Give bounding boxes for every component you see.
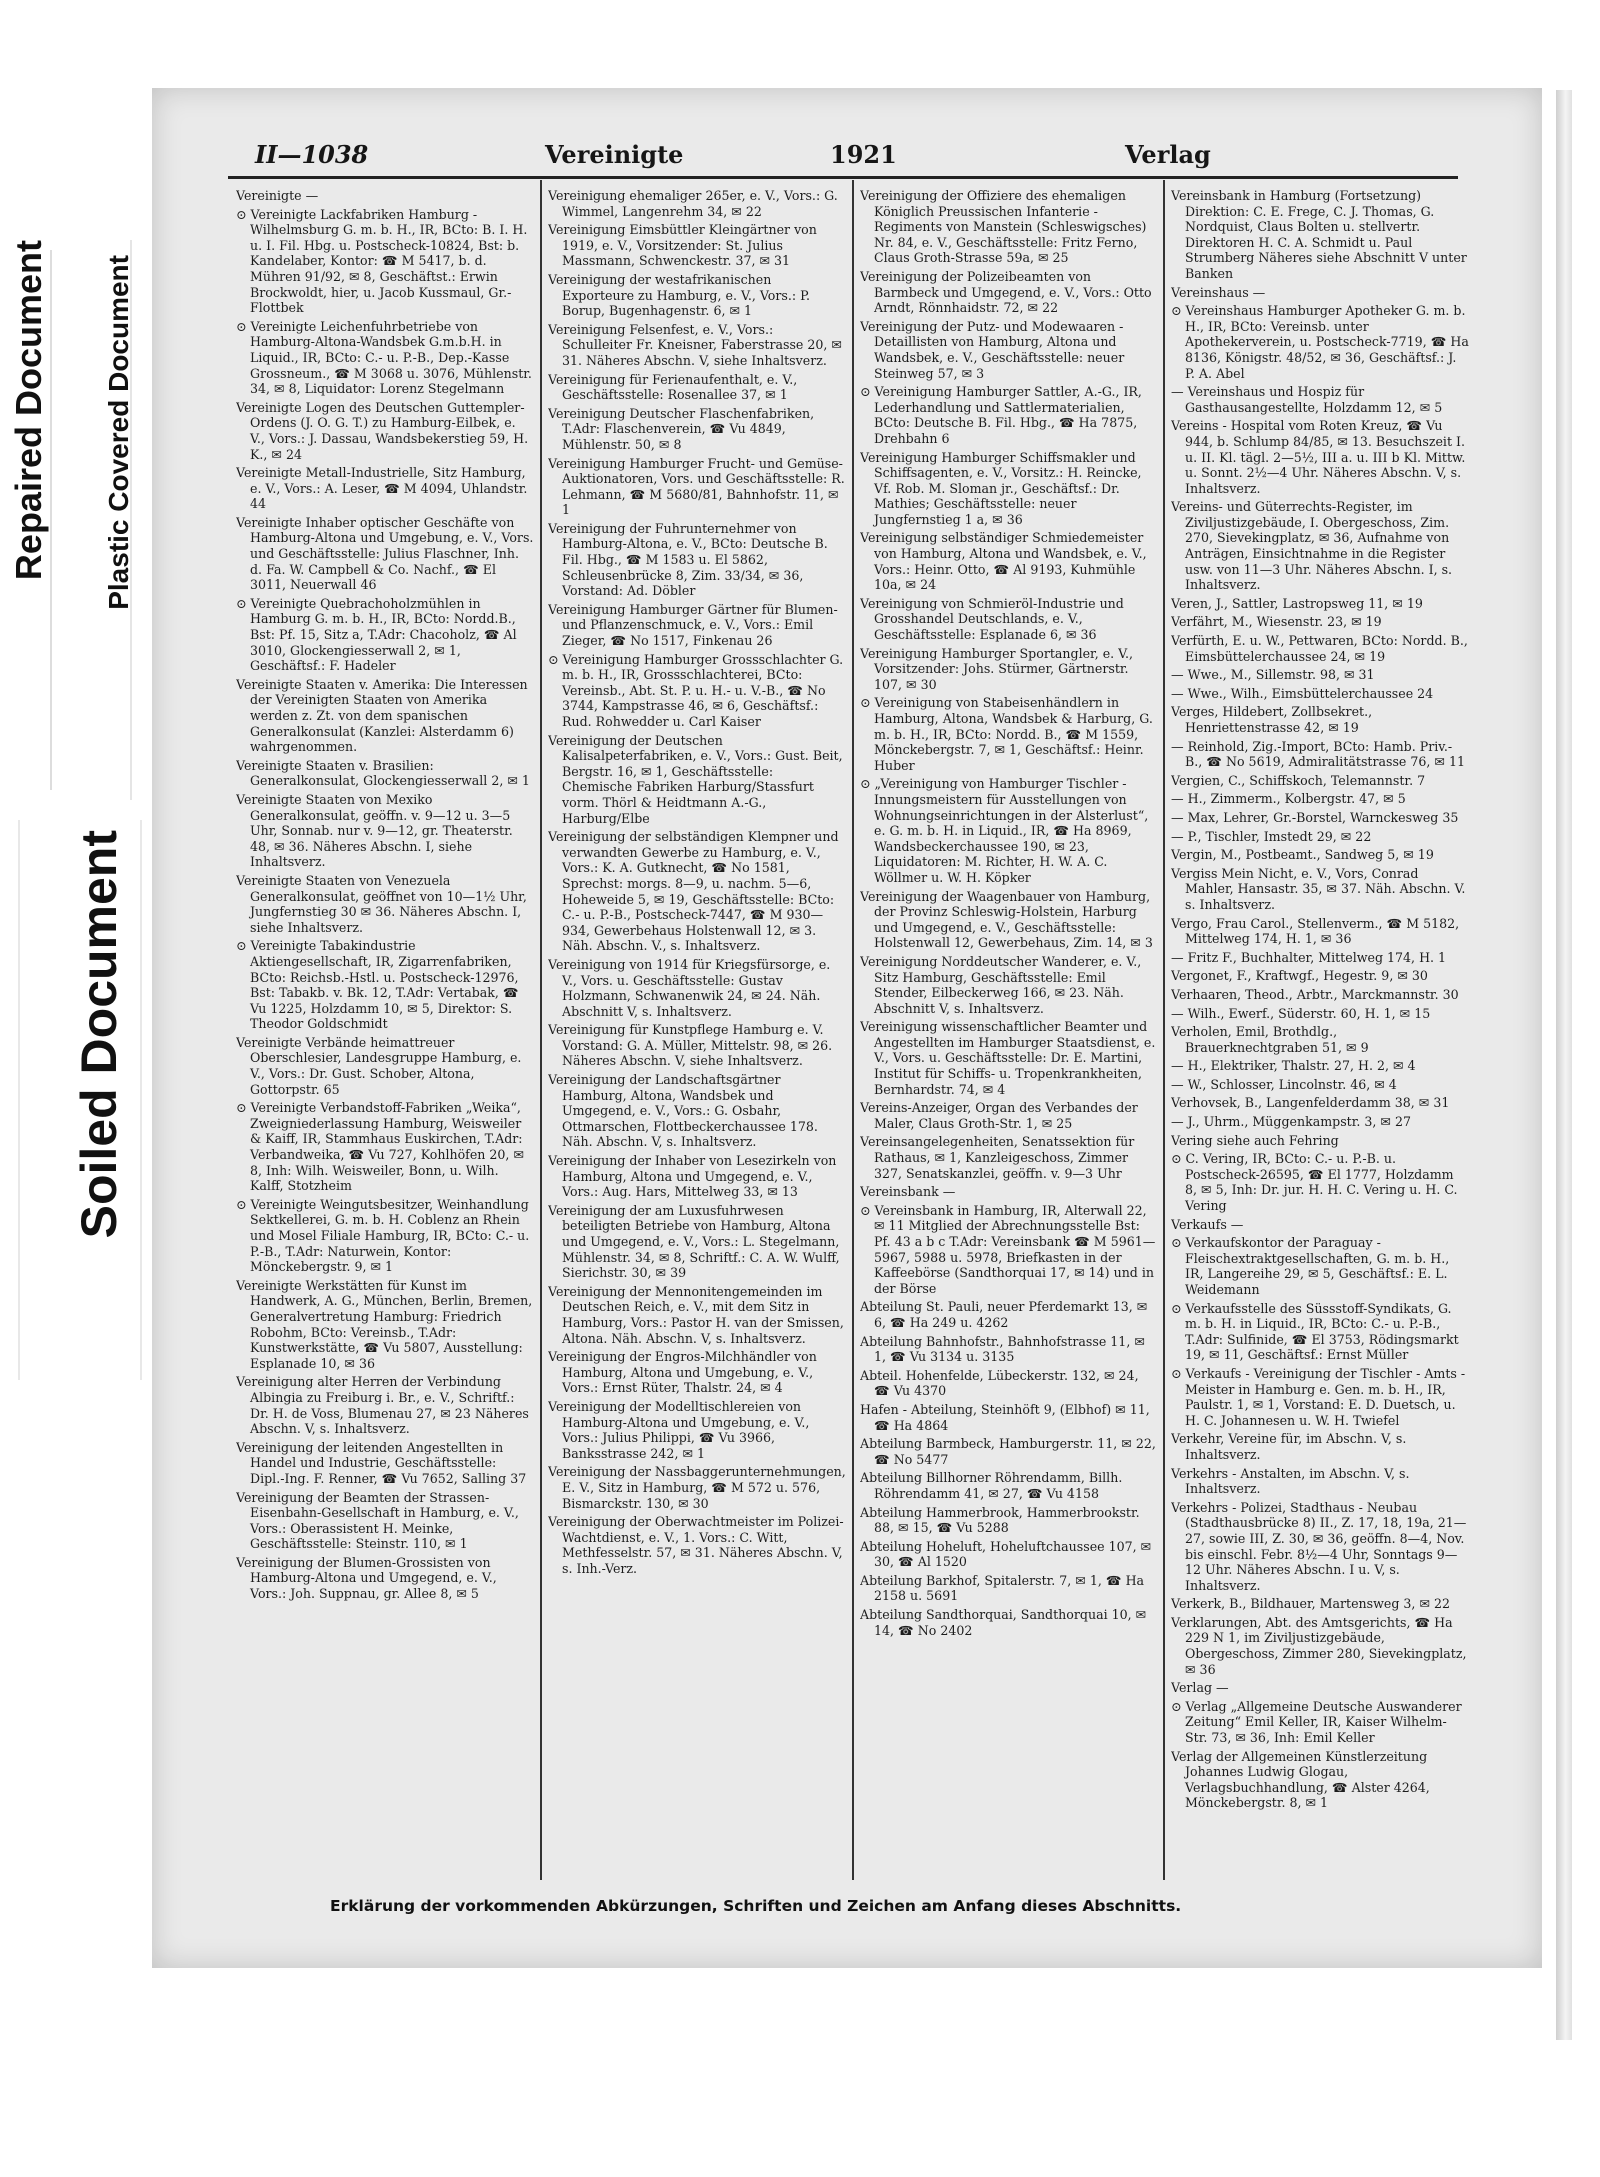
column-divider <box>852 180 854 1880</box>
directory-entry: Vereinigung von Schmieröl-Industrie und Grosshandel Deutschlands, e. V., Geschäftsstelle: Esplanade 6, ✉ 36 <box>860 595 1124 643</box>
directory-entry: ⊙ Verkaufskontor der Paraguay - Fleischextraktgesellschaften, G. m. b. H., IR, Langereihe 29, ✉ 5, Geschäftsf.: E. L. Weidemann <box>1171 1235 1450 1297</box>
directory-entry: Vereinigte Staaten v. Amerika: Die Interessen der Vereinigten Staaten von Amerika werden z. Zt. von dem spanischen Generalkonsulat (Kanzlei: Alsterdamm 6) wahrgenommen. <box>236 676 528 755</box>
directory-entry: ⊙ Vereinshaus Hamburger Apotheker G. m. b. H., IR, BCto: Vereinsb. unter Apothekerverein, u. Postscheck-7719, ☎ Ha 8136, Königstr. 48/52, ✉ 36, Geschäftsf.: J. P. A. Abel <box>1171 303 1469 381</box>
directory-entry: Vereinigte Werkstätten für Kunst im Handwerk, A. G., München, Berlin, Bremen, Generalvertretung Hamburg: Friedrich Robohm, BCto: Vereinsb., T.Adr: Kunstwerkstätte, ☎ Vu 5807, Ausstellung: Esplanade 10, ✉ 36 <box>236 1277 533 1371</box>
directory-entry: Vereinigung selbständiger Schmiedemeister von Hamburg, Altona und Wandsbek, e. V., Vors.: Heinr. Otto, ☎ Al 9193, Kuhmühle 10a, ✉ 24 <box>860 530 1147 593</box>
directory-entry: Vergien, C., Schiffskoch, Telemannstr. 7 <box>1171 772 1426 788</box>
column-divider <box>1163 180 1165 1880</box>
directory-entry: Verkehrs - Anstalten, im Abschn. V, s. Inhaltsverz. <box>1171 1465 1410 1497</box>
column-divider <box>540 180 542 1880</box>
directory-entry: ⊙ Vereinigte Lackfabriken Hamburg - Wilhelmsburg G. m. b. H., IR, BCto: B. I. H. u. I. Fil. Hbg. u. Postscheck-10824, Bst: b. Kandelaber, Kontor: ☎ M 5417, b. d. Mühren 91/92, ✉ 8, Geschäftst.: Erwin Brockwoldt, hier, u. Jacob Kussmaul, Gr.-Flottbek <box>236 206 528 316</box>
directory-entry: ⊙ Vereinigte Verbandstoff-Fabriken „Weika“, Zweigniederlassung Hamburg, Weisweiler & Kaiff, IR, Stammhaus Euskirchen, T.Adr: Verbandweika, ☎ Vu 727, Kohlhöfen 20, ✉ 8, Inh: Wilh. Weisweiler, Bonn, u. Wilh. Kalff, Stotzheim <box>236 1100 524 1194</box>
directory-entry: Vereinigung alter Herren der Verbindung Albingia zu Freiburg i. Br., e. V., Schriftf.: Dr. H. de Voss, Blumenau 27, ✉ 23 Näheres Abschn. V, s. Inhaltsverz. <box>236 1374 529 1437</box>
directory-entry: Vereins- und Güterrechts-Register, im Ziviljustizgebäude, I. Obergeschoss, Zim. 270, Sievekingplatz, ✉ 36, Aufnahme von Anträgen, Einsichtnahme in die Register usw. von 11—3 Uhr. Näheres Abschn. I, s. Inhaltsverz. <box>1171 499 1453 593</box>
directory-entry: — Reinhold, Zig.-Import, BCto: Hamb. Priv.-B., ☎ No 5619, Admiralitätstrasse 76, ✉ 11 <box>1171 738 1466 770</box>
directory-entry: Verhaaren, Theod., Arbtr., Marckmannstr. 30 <box>1171 986 1459 1002</box>
directory-entry: ⊙ Vereinigte Tabakindustrie Aktiengesellschaft, IR, Zigarrenfabriken, BCto: Reichsb.-Hstl. u. Postscheck-12976, Bst: Tabakb. v. Bk. 12, T.Adr: Vertabak, ☎ Vu 1225, Holzdamm 10, ✉ 5, Direktor: S. Theodor Goldschmidt <box>236 938 519 1032</box>
directory-entry: Verkaufs — <box>1171 1216 1244 1232</box>
directory-entry: — Wilh., Ewerf., Süderstr. 60, H. 1, ✉ 15 <box>1171 1005 1431 1021</box>
directory-entry: Vereinsbank — <box>860 1184 956 1200</box>
page-header <box>255 140 1475 174</box>
column-2 <box>548 188 846 1878</box>
directory-entry: Verlag — <box>1171 1680 1229 1696</box>
directory-entry: Vereinigung der Mennonitengemeinden im Deutschen Reich, e. V., mit dem Sitz in Hamburg, Vors.: Pastor H. van der Smissen, Altona. Näh. Abschn. V, s. Inhaltsverz. <box>548 1283 844 1346</box>
directory-entry: Vereinigung der Engros-Milchhändler von Hamburg, Altona und Umgebung, e. V., Vors.: Ernst Rüter, Thalstr. 24, ✉ 4 <box>548 1349 817 1396</box>
directory-entry: Vereinigte Staaten von Mexiko Generalkonsulat, geöffn. v. 9—12 u. 3—5 Uhr, Sonnab. nur v. 9—12, gr. Theaterstr. 48, ✉ 36. Näheres Abschn. I, siehe Inhaltsverz. <box>236 791 513 870</box>
directory-entry: Abteilung Barmbeck, Hamburgerstr. 11, ✉ 22, ☎ No 5477 <box>860 1436 1156 1467</box>
directory-entry: Verfürth, E. u. W., Pettwaren, BCto: Nordd. B., Eimsbüttelerchaussee 24, ✉ 19 <box>1171 633 1468 664</box>
directory-entry: Vereinigung der am Luxusfuhrwesen beteiligten Betriebe von Hamburg, Altona und Umgegend, e. V., Vors.: L. Stegelmann, Mühlenstr. 34, ✉ 8, Schriftf.: C. A. W. Wulff, Sierichstr. 30, ✉ 39 <box>548 1202 840 1281</box>
directory-entry: ⊙ Vereinigte Weingutsbesitzer, Weinhandlung Sektkellerei, G. m. b. H. Coblenz an Rhein und Mosel Filiale Hamburg, IR, BCto: C.- u. P.-B., T.Adr: Naturwein, Kontor: Mönckebergstr. 9, ✉ 1 <box>236 1196 530 1275</box>
page-footer: Erklärung der vorkommenden Abkürzungen, Schriften und Zeichen am Anfang dieses Abschnitts. <box>330 1897 1182 1915</box>
directory-entry: Veren, J., Sattler, Lastropsweg 11, ✉ 19 <box>1171 595 1423 611</box>
directory-entry: Vereinigte Inhaber optischer Geschäfte von Hamburg-Altona und Umgebung, e. V., Vors. und Geschäftsstelle: Julius Flaschner, Inh. d. Fa. W. Campbell & Co. Nachf., ☎ El 3011, Neuerwall 46 <box>236 514 534 593</box>
column-4 <box>1171 188 1469 1878</box>
directory-entry: Abteilung Barkhof, Spitalerstr. 7, ✉ 1, ☎ Ha 2158 u. 5691 <box>860 1572 1145 1604</box>
directory-entry: Vereinigung Hamburger Schiffsmakler und Schiffsagenten, e. V., Vorsitz.: H. Reincke, Vf. Rob. M. Sloman jr., Geschäftsf.: Dr. Mathies; Geschäftsstelle: neuer Jungfernstieg 1 a, ✉ 36 <box>860 449 1142 527</box>
directory-entry: — H., Zimmerm., Kolbergstr. 47, ✉ 5 <box>1171 791 1406 807</box>
directory-entry: Abteilung Bahnhofstr., Bahnhofstrasse 11, ✉ 1, ☎ Vu 3134 u. 3135 <box>860 1333 1145 1365</box>
directory-entry: ⊙ C. Vering, IR, BCto: C.- u. P.-B. u. Postscheck-26595, ☎ El 1777, Holzdamm 8, ✉ 5, Inh: Dr. jur. H. H. C. Vering u. H. C. Vering <box>1171 1151 1458 1214</box>
directory-entry: — Fritz F., Buchhalter, Mittelweg 174, H. 1 <box>1171 949 1447 965</box>
directory-entry: ⊙ Verlag „Allgemeine Deutsche Auswanderer Zeitung“ Emil Keller, IR, Kaiser Wilhelm-Str. 73, ✉ 36, Inh: Emil Keller <box>1171 1698 1462 1746</box>
directory-entry: ⊙ Vereinigung Hamburger Sattler, A.-G., IR, Lederhandlung und Sattlermaterialien, BCto: Deutsche B. Fil. Hbg., ☎ Ha 7875, Drehbahn 6 <box>860 384 1142 446</box>
directory-entry: Vergo, Frau Carol., Stellenverm., ☎ M 5182, Mittelweg 174, H. 1, ✉ 36 <box>1171 915 1460 947</box>
directory-entry: Vereinigte Staaten von Venezuela Generalkonsulat, geöffnet von 10—1½ Uhr, Jungfernstieg 30 ✉ 36. Näheres Abschn. I, siehe Inhaltsverz. <box>236 872 527 935</box>
directory-entry: ⊙ Vereinigte Quebrachoholzmühlen in Hamburg G. m. b. H., IR, BCto: Nordd.B., Bst: Pf. 15, Sitz a, T.Adr: Chacoholz, ☎ Al 3010, Glockengiesserwall 2, ✉ 1, Geschäftsf.: F. Hadeler <box>236 595 517 674</box>
directory-entry: Vereinigung der Inhaber von Lesezirkeln von Hamburg, Altona und Umgegend, e. V., Vors.: Aug. Hars, Mittelweg 33, ✉ 13 <box>548 1153 837 1200</box>
directory-entry: Vereinigung für Kunstpflege Hamburg e. V. Vorstand: G. A. Müller, Mittelstr. 98, ✉ 26. Näheres Abschn. V, siehe Inhaltsverz. <box>548 1022 833 1069</box>
directory-entry: Vereinigung der Polizeibeamten von Barmbeck und Umgegend, e. V., Vors.: Otto Arndt, Rönnhaidstr. 72, ✉ 22 <box>860 268 1152 316</box>
directory-entry: Vereinshaus — <box>1171 284 1266 300</box>
directory-entry: Vereinigte Staaten v. Brasilien: Generalkonsulat, Glockengiesserwall 2, ✉ 1 <box>236 757 530 789</box>
directory-entry: Vereins - Hospital vom Roten Kreuz, ☎ Vu 944, b. Schlump 84/85, ✉ 13. Besuchszeit I. u. II. Kl. tägl. 2—5½, III a. u. III b Kl. Mittw. u. Sonnt. 2½—4 Uhr. Näheres Abschn. V, s. Inhaltsverz. <box>1171 418 1466 496</box>
directory-entry: — H., Elektriker, Thalstr. 27, H. 2, ✉ 4 <box>1171 1058 1416 1074</box>
directory-entry: Verkehr, Vereine für, im Abschn. V, s. Inhaltsverz. <box>1171 1431 1407 1462</box>
directory-entry: — Wwe., M., Sillemstr. 98, ✉ 31 <box>1171 667 1375 683</box>
directory-entry: Vereinsangelegenheiten, Senatssektion für Rathaus, ✉ 1, Kanzleigeschoss, Zimmer 327, Senatskanzlei, geöffn. v. 9—3 Uhr <box>860 1134 1135 1181</box>
directory-entry: Vereinigung der westafrikanischen Exporteure zu Hamburg, e. V., Vors.: P. Borup, Bugenhagenstr. 6, ✉ 1 <box>548 271 811 319</box>
directory-entry: Vereinigte Logen des Deutschen Guttempler-Ordens (J. O. G. T.) zu Hamburg-Eilbek, e. V., Vors.: J. Dassau, Wandsbekerstieg 59, H. K., ✉ 24 <box>236 399 529 462</box>
directory-entry: — Vereinshaus und Hospiz für Gasthausangestellte, Holzdamm 12, ✉ 5 <box>1171 384 1443 415</box>
directory-entry: Vereinigung Hamburger Gärtner für Blumen- und Pflanzenschmuck, e. V., Vors.: Emil Zieger, ☎ No 1517, Finkenau 26 <box>548 601 838 649</box>
directory-entry: Vereinigte Verbände heimattreuer Oberschlesier, Landesgruppe Hamburg, e. V., Vors.: Dr. Gust. Schober, Altona, Gottorpstr. 65 <box>236 1034 522 1097</box>
directory-entry: Abteilung St. Pauli, neuer Pferdemarkt 13, ✉ 6, ☎ Ha 249 u. 4262 <box>860 1299 1148 1330</box>
header-word-left: Vereinigte <box>545 140 684 169</box>
directory-entry: Hafen - Abteilung, Steinhöft 9, (Elbhof) ✉ 11, ☎ Ha 4864 <box>860 1401 1150 1433</box>
directory-entry: Verkehrs - Polizei, Stadthaus - Neubau (Stadthausbrücke 8) II., Z. 17, 18, 19a, 21—27, sowie III, Z. 30, ✉ 36, geöffn. 8—4, Nov. bis einschl. Febr. 8½—4 Uhr, Sonntags 9—12 Uhr. Näheres Abschn. I u. V, s. Inhaltsverz. <box>1171 1499 1467 1593</box>
directory-entry: Vergonet, F., Kraftwgf., Hegestr. 9, ✉ 30 <box>1171 968 1428 984</box>
directory-entry: Vereinsbank in Hamburg (Fortsetzung) Direktion: C. E. Frege, C. J. Thomas, G. Nordquist, Claus Bolten u. stellvertr. Direktoren H. C. A. Schmidt u. Paul Strumberg Näheres siehe Abschnitt V unter Banken <box>1171 188 1467 281</box>
directory-entry: Vereinigung der leitenden Angestellten in Handel und Industrie, Geschäftsstelle: Dipl.-Ing. F. Renner, ☎ Vu 7652, Salling 37 <box>236 1439 527 1486</box>
directory-entry: Vereinigung von 1914 für Kriegsfürsorge, e. V., Vors. u. Geschäftsstelle: Gustav Holzmann, Schwanenwik 24, ✉ 24. Näh. Abschnitt V, s. Inhaltsverz. <box>548 956 831 1019</box>
directory-entry: Vereinigung der Beamten der Strassen-Eisenbahn-Gesellschaft in Hamburg, e. V., Vors.: Oberassistent H. Meinke, Geschäftsstelle: Steinstr. 110, ✉ 1 <box>236 1489 519 1552</box>
directory-entry: Vereinigung der Waagenbauer von Hamburg, der Provinz Schleswig-Holstein, Harburg und Umgegend, e. V., Geschäftsstelle: Holstenwall 12, Gewerbehaus, Zim. 14, ✉ 3 <box>860 888 1153 951</box>
directory-entry: Vereinigung ehemaliger 265er, e. V., Vors.: G. Wimmel, Langenrehm 34, ✉ 22 <box>548 188 838 219</box>
directory-entry: Vereinigung der Modelltischlereien von Hamburg-Altona und Umgebung, e. V., Vors.: Julius Philippi, ☎ Vu 3966, Banksstrasse 242, ✉ 1 <box>548 1398 810 1461</box>
directory-entry: Abteilung Billhorner Röhrendamm, Billh. Röhrendamm 41, ✉ 27, ☎ Vu 4158 <box>860 1470 1123 1501</box>
directory-entry: — Wwe., Wilh., Eimsbüttelerchaussee 24 <box>1171 685 1434 701</box>
directory-entry: Vergin, M., Postbeamt., Sandweg 5, ✉ 19 <box>1171 847 1434 863</box>
column-3 <box>860 188 1158 1878</box>
directory-entry: Vereinigung Deutscher Flaschenfabriken, T.Adr: Flaschenverein, ☎ Vu 4849, Mühlenstr. 50, ✉ 8 <box>548 405 815 452</box>
directory-entry: Vereins-Anzeiger, Organ des Verbandes der Maler, Claus Groth-Str. 1, ✉ 25 <box>860 1100 1138 1131</box>
directory-entry: Vereinigung der Putz- und Modewaaren - Detaillisten von Hamburg, Altona und Wandsbek, e. V., Geschäftsstelle: neuer Steinweg 57, ✉ 3 <box>860 318 1125 381</box>
directory-entry: Verges, Hildebert, Zollbsekret., Henriettenstrasse 42, ✉ 19 <box>1171 704 1373 735</box>
directory-entry: — Max, Lehrer, Gr.-Borstel, Warnckesweg 35 <box>1171 809 1459 825</box>
directory-entry: Vereinigung der Oberwachtmeister im Polizei-Wachtdienst, e. V., 1. Vors.: C. Witt, Methfesselstr. 57, ✉ 31. Näheres Abschn. V, s. Inh.-Verz. <box>548 1514 844 1576</box>
page-edge <box>1556 90 1572 2040</box>
header-year: 1921 <box>830 140 897 169</box>
directory-entry: — W., Schlosser, Lincolnstr. 46, ✉ 4 <box>1171 1076 1397 1092</box>
directory-entry: Vereinigung wissenschaftlicher Beamter und Angestellten im Hamburger Staatsdienst, e. V., Vors. u. Geschäftsstelle: Dr. E. Martini, Institut für Schiffs- u. Tropenkrankheiten, Bernhardstr. 74, ✉ 4 <box>860 1019 1156 1097</box>
directory-entry: ⊙ Verkaufs - Vereinigung der Tischler - Amts - Meister in Hamburg e. Gen. m. b. H., IR, Paulstr. 1, ✉ 1, Vorstand: E. D. Duetsch, u. H. C. Johannesen u. W. H. Twiefel <box>1171 1365 1466 1428</box>
repaired-document-label: Repaired Document <box>8 240 49 581</box>
directory-entry: Vereinigung der selbständigen Klempner und verwandten Gewerbe zu Hamburg, e. V., Vors.: K. A. Gutknecht, ☎ No 1581, Sprechst: morgs. 8—9, u. nachm. 5—6, Hoheweide 5, ✉ 19, Geschäftsstelle: BCto: C.- u. P.-B., Postscheck-7447, ☎ M 930—934, Gewerbehaus Holstenwall 12, ✉ 3. Näh. Abschn. V., s. Inhaltsverz. <box>548 829 839 954</box>
directory-entry: Vereinigte — <box>236 188 319 203</box>
directory-entry: Vereinigte Metall-Industrielle, Sitz Hamburg, e. V., Vors.: A. Leser, ☎ M 4094, Uhlandstr. 44 <box>236 465 528 512</box>
directory-entry: Vereinigung der Fuhrunternehmer von Hamburg-Altona, e. V., BCto: Deutsche B. Fil. Hbg., ☎ M 1583 u. El 5862, Schleusenbrücke 8, Zim. 33/34, ✉ 36, Vorstand: Ad. Döbler <box>548 520 828 599</box>
directory-entry: Vereinigung Norddeutscher Wanderer, e. V., Sitz Hamburg, Geschäftsstelle: Emil Stender, Eilbeckerweg 166, ✉ 23. Näh. Abschnitt V, s. Inhaltsverz. <box>860 953 1142 1016</box>
directory-entry: Vergiss Mein Nicht, e. V., Vors, Conrad Mahler, Hansastr. 35, ✉ 37. Näh. Abschn. V. s. Inhaltsverz. <box>1171 865 1466 912</box>
plastic-covered-document-label: Plastic Covered Document <box>103 255 134 610</box>
directory-entry: Vereinigung der Offiziere des ehemaligen Königlich Preussischen Infanterie - Regiments von Manstein (Schleswigsches) Nr. 84, e. V., Geschäftsstelle: Fritz Ferno, Claus Groth-Strasse 59a, ✉ 25 <box>860 188 1147 266</box>
directory-entry: Verklarungen, Abt. des Amtsgerichts, ☎ Ha 229 N 1, im Ziviljustizgebäude, Obergeschoss, Zimmer 280, Sievekingplatz, ✉ 36 <box>1171 1614 1467 1677</box>
directory-entry: ⊙ Vereinsbank in Hamburg, IR, Alterwall 22, ✉ 11 Mitglied der Abrechnungsstelle Bst: Pf. 43 a b c T.Adr: Vereinsbank ☎ M 5961—5967, 5988 u. 5978, Briefkasten in der Kaffeebörse (Sandthorquai 17, ✉ 14) und in der Börse <box>860 1202 1156 1296</box>
directory-entry: Vereinigung Eimsbüttler Kleingärtner von 1919, e. V., Vorsitzender: St. Julius Massmann, Schwenckestr. 37, ✉ 31 <box>548 222 817 269</box>
directory-entry: Vereinigung der Blumen-Grossisten von Hamburg-Altona und Umgegend, e. V., Vors.: Joh. Suppnau, gr. Allee 8, ✉ 5 <box>236 1554 497 1602</box>
directory-entry: Abteil. Hohenfelde, Lübeckerstr. 132, ✉ 24, ☎ Vu 4370 <box>860 1367 1139 1399</box>
header-rule <box>228 176 1458 179</box>
directory-entry: ⊙ Vereinigung Hamburger Grossschlachter G. m. b. H., IR, Grossschlachterei, BCto: Vereinsb., Abt. St. P. u. H.- u. V.-B., ☎ No 3744, Kampstrasse 46, ✉ 6, Geschäftsf.: Rud. Rohwedder u. Carl Kaiser <box>548 651 844 729</box>
directory-entry: Vereinigung der Deutschen Kalisalpeterfabriken, e. V., Vors.: Gust. Beit, Bergstr. 16, ✉ 1, Geschäftsstelle: Chemische Fabriken Harburg/Stassfurt vorm. Thörl & Heidtmann A.-G., Harburg/Elbe <box>548 732 843 826</box>
directory-entry: Verlag der Allgemeinen Künstlerzeitung Johannes Ludwig Glogau, Verlagsbuchhandlung, ☎ Alster 4264, Mönckebergstr. 8, ✉ 1 <box>1171 1748 1430 1811</box>
directory-entry: Abteilung Sandthorquai, Sandthorquai 10, ✉ 14, ☎ No 2402 <box>860 1607 1147 1638</box>
directory-entry: Abteilung Hammerbrook, Hammerbrookstr. 88, ✉ 15, ☎ Vu 5288 <box>860 1504 1140 1536</box>
soiled-document-label: Soiled Document <box>71 830 127 1239</box>
directory-entry: — J., Uhrm., Müggenkampstr. 3, ✉ 27 <box>1171 1114 1411 1130</box>
directory-entry: Verfährt, M., Wiesenstr. 23, ✉ 19 <box>1171 614 1382 630</box>
directory-entry: — P., Tischler, Imstedt 29, ✉ 22 <box>1171 828 1372 844</box>
directory-entry: Vereinigung Hamburger Frucht- und Gemüse-Auktionatoren, Vors. und Geschäftsstelle: R. Lehmann, ☎ M 5680/81, Bahnhofstr. 11, ✉ 1 <box>548 455 845 518</box>
directory-entry: ⊙ Vereinigung von Stabeisenhändlern in Hamburg, Altona, Wandsbek & Harburg, G. m. b. H., IR, BCto: Nordd. B., ☎ M 1559, Mönckebergstr. 7, ✉ 1, Geschäftsf.: Heinr. Huber <box>860 695 1153 773</box>
directory-entry: Vereinigung Felsenfest, e. V., Vors.: Schulleiter Fr. Kneisner, Faberstrasse 20, ✉ 31. Näheres Abschn. V, siehe Inhaltsverz. <box>548 321 842 368</box>
header-word-right: Verlag <box>1125 140 1211 169</box>
directory-entry: ⊙ „Vereinigung von Hamburger Tischler - Innungsmeistern für Ausstellungen von Wohnungseinrichtungen in der Alsterlust“, e. G. m. b. H. in Liquid., IR, ☎ Ha 8969, Wandsbeckerchaussee 190, ✉ 23, Liquidatoren: M. Richter, H. W. A. C. Wöllmer u. W. H. Köpker <box>860 776 1149 885</box>
directory-entry: Verkerk, B., Bildhauer, Martensweg 3, ✉ 22 <box>1171 1596 1451 1612</box>
directory-entry: Vering siehe auch Fehring <box>1171 1132 1339 1148</box>
directory-entry: ⊙ Vereinigte Leichenfuhrbetriebe von Hamburg-Altona-Wandsbek G.m.b.H. in Liquid., IR, BCto: C.- u. P.-B., Dep.-Kasse Grossneum., ☎ M 3068 u. 3076, Mühlenstr. 34, ✉ 8, Liquidator: Lorenz Stegelmann <box>236 318 532 397</box>
directory-entry: Vereinigung der Landschaftsgärtner Hamburg, Altona, Wandsbek und Umgegend, e. V., Vors.: G. Osbahr, Ottmarschen, Flottbeckerchaussee 178. Näh. Abschn. V, s. Inhaltsverz. <box>548 1072 818 1150</box>
directory-entry: Vereinigung Hamburger Sportangler, e. V., Vorsitzender: Johs. Stürmer, Gärtnerstr. 107, ✉ 30 <box>860 645 1134 692</box>
directory-entry: ⊙ Verkaufsstelle des Süssstoff-Syndikats, G. m. b. H. in Liquid., IR, BCto: C.- u. P.-B., T.Adr: Sulfinide, ☎ El 3753, Rödingsmarkt 19, ✉ 11, Geschäftsf.: Ernst Müller <box>1171 1300 1459 1363</box>
column-1 <box>236 188 534 1878</box>
directory-entry: Verholen, Emil, Brothdlg., Brauerknechtgraben 51, ✉ 9 <box>1171 1024 1369 1055</box>
directory-entry: Abteilung Hoheluft, Hoheluftchaussee 107, ✉ 30, ☎ Al 1520 <box>860 1538 1152 1570</box>
directory-entry: Verhovsek, B., Langenfelderdamm 38, ✉ 31 <box>1171 1095 1450 1111</box>
directory-entry: Vereinigung für Ferienaufenthalt, e. V., Geschäftsstelle: Rosenallee 37, ✉ 1 <box>548 371 798 403</box>
directory-entry: Vereinigung der Nassbaggerunternehmungen, E. V., Sitz in Hamburg, ☎ M 572 u. 576, Bismarckstr. 130, ✉ 30 <box>548 1464 846 1511</box>
page-number: II—1038 <box>255 140 369 169</box>
